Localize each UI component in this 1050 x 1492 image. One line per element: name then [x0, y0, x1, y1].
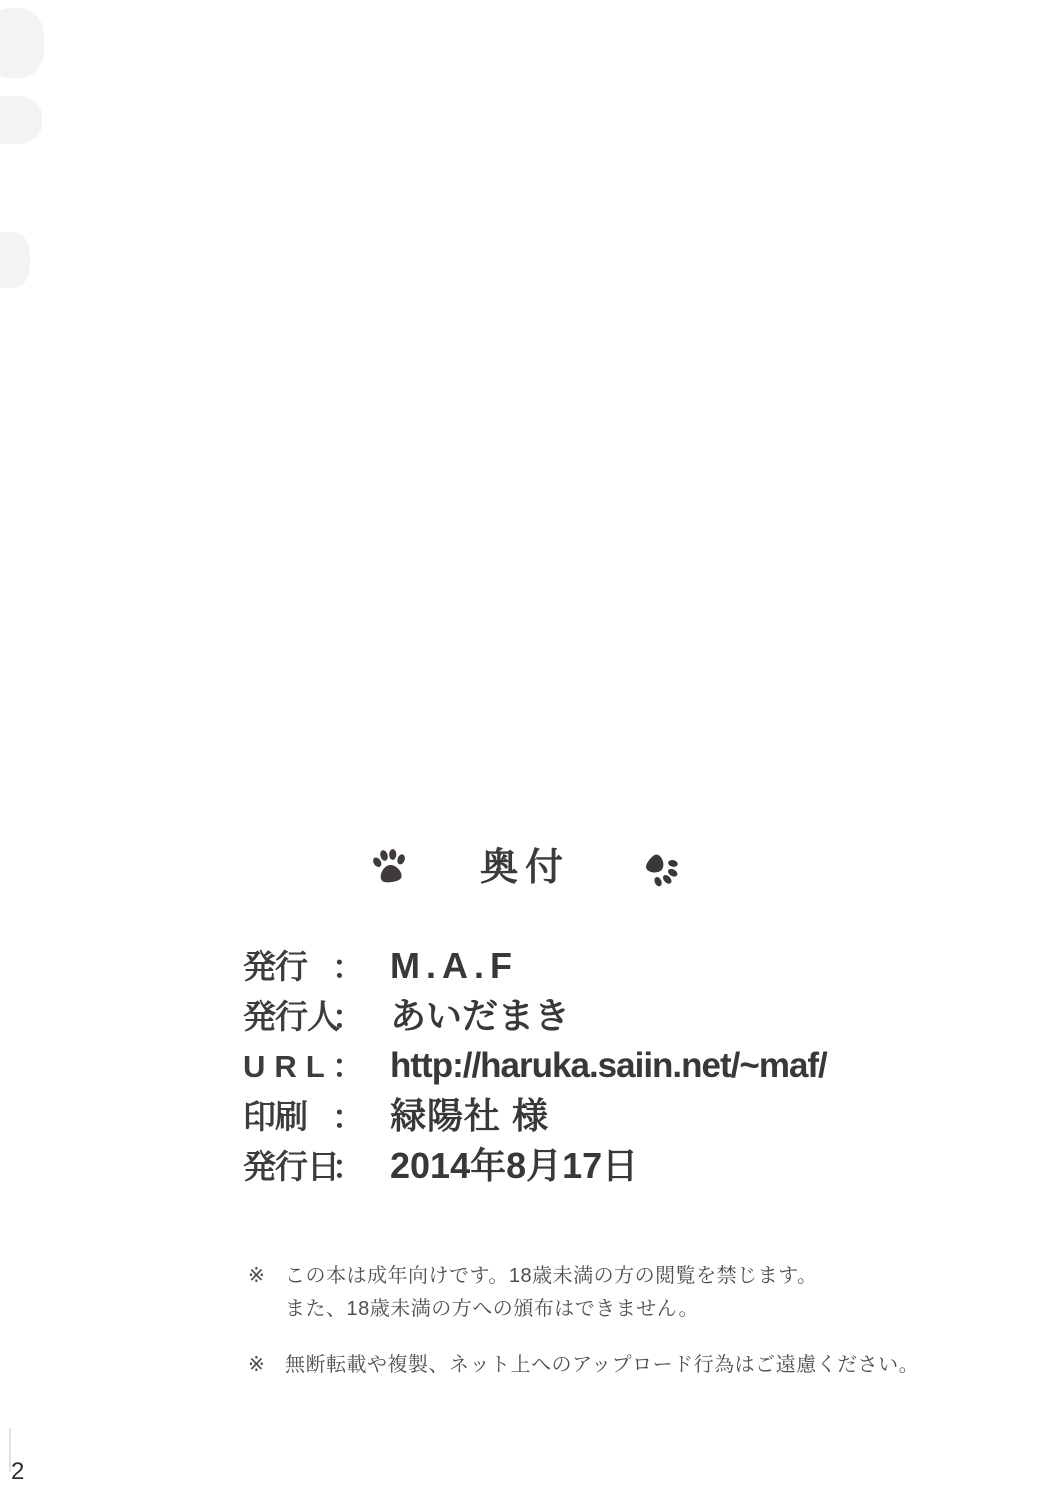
colophon-info	[243, 941, 827, 1191]
row-value: あいだまき	[390, 995, 571, 1036]
row-separator: ：	[332, 1048, 365, 1084]
colophon-row-date	[243, 1141, 827, 1191]
notice-no-reupload	[248, 1349, 919, 1382]
row-separator: ：	[332, 949, 365, 985]
row-separator: ：	[332, 999, 365, 1035]
notice-age-restriction	[248, 1260, 919, 1326]
row-label: 印刷	[243, 1098, 307, 1135]
page-number: 2	[11, 1458, 25, 1485]
row-separator: ：	[332, 1149, 365, 1185]
colophon-row-publisher	[243, 941, 827, 991]
colophon-header	[0, 846, 1050, 890]
scan-artifact	[0, 232, 30, 288]
page-title: 奥付	[479, 847, 570, 889]
row-label: 発行日	[243, 1148, 339, 1185]
notice-line: また、18歳未満の方への頒布はできません。	[285, 1298, 699, 1320]
colophon-row-author	[243, 991, 827, 1041]
row-label: 発行人	[243, 998, 339, 1035]
paw-print-icon	[367, 845, 412, 890]
row-value: 2014年8月17日	[390, 1145, 639, 1186]
notices-section	[248, 1260, 919, 1382]
colophon-row-url	[243, 1041, 827, 1091]
row-label: URL	[243, 1049, 334, 1084]
scan-artifact	[0, 8, 44, 78]
scan-artifact	[0, 96, 42, 144]
notice-line: 無断転載や複製、ネット上へのアップロード行為はご遠慮ください。	[285, 1354, 920, 1376]
notice-text	[285, 1349, 919, 1382]
row-value: 緑陽社 様	[390, 1095, 550, 1136]
reference-mark: ※	[248, 1265, 265, 1287]
row-value-url: http://haruka.saiin.net/~maf/	[390, 1046, 827, 1085]
row-separator: ：	[332, 1099, 365, 1135]
row-label: 発行	[243, 948, 307, 985]
notice-text	[285, 1260, 818, 1326]
notice-line: この本は成年向けです。18歳未満の方の閲覧を禁じます。	[285, 1265, 818, 1287]
colophon-row-printer	[243, 1091, 827, 1141]
row-value: M.A.F	[390, 945, 518, 986]
paw-print-icon	[632, 840, 687, 895]
reference-mark: ※	[248, 1354, 265, 1376]
